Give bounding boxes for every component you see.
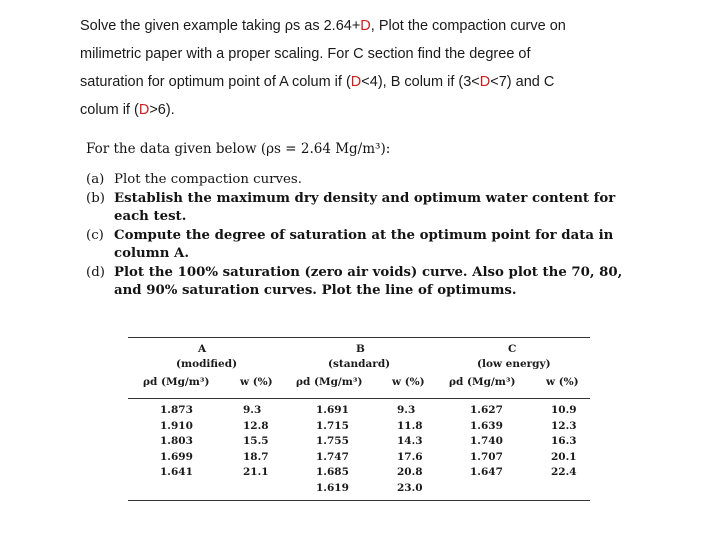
- table-header-rule: [128, 398, 590, 399]
- table-cell: 9.3: [243, 404, 262, 416]
- group-c-density-header: ρd (Mg/m³): [449, 376, 516, 388]
- table-cell: 1.627: [470, 404, 503, 416]
- group-c-letter: C: [508, 343, 517, 355]
- table-cell: 1.619: [316, 481, 349, 494]
- table-cell: 16.3: [551, 435, 577, 448]
- group-a-density-column: [160, 403, 193, 481]
- table-cell: 22.4: [551, 466, 577, 479]
- group-a-name: (modified): [176, 358, 238, 370]
- table-cell: 1.685: [316, 466, 349, 479]
- problem-statement: [86, 140, 626, 301]
- text: saturation for optimum point of A colum if (: [80, 74, 351, 90]
- text: Solve the given example taking ρs as 2.64+: [80, 18, 361, 34]
- task-label: (a): [86, 172, 105, 187]
- instructions-line-2: milimetric paper with a proper scaling. For C section find the degree of: [80, 46, 531, 62]
- group-b-letter: B: [356, 343, 365, 355]
- group-b-density-header: ρd (Mg/m³): [296, 376, 363, 388]
- task-c: [86, 227, 626, 263]
- group-c-water-column: [551, 403, 577, 481]
- task-a: [86, 171, 626, 189]
- instructions-line-1: [80, 12, 640, 40]
- instructions-line-3: [80, 68, 640, 96]
- task-label: (b): [86, 191, 105, 206]
- variable-d: D: [138, 102, 150, 118]
- table-top-rule: [128, 337, 590, 338]
- text: colum if (: [80, 102, 139, 118]
- group-c-name: (low energy): [477, 358, 551, 370]
- table-cell: 9.3: [397, 404, 416, 416]
- table-cell: 1.647: [470, 466, 503, 479]
- group-b-density-column: [316, 403, 349, 497]
- table-cell: 1.639: [470, 419, 503, 432]
- variable-d: D: [360, 18, 371, 34]
- group-b-water-column: [397, 403, 423, 497]
- task-text: Plot the 100% saturation (zero air voids) curve. Also plot the 70, 80, and 90% saturation curves. Plot the line of optimums.: [114, 265, 623, 298]
- table-cell: 1.747: [316, 450, 349, 463]
- group-b-water-header: w (%): [392, 376, 425, 388]
- table-cell: 1.803: [160, 435, 193, 448]
- text: <4), B colum if (3<: [361, 74, 480, 90]
- text: >6).: [149, 102, 175, 118]
- group-c-water-header: w (%): [546, 376, 579, 388]
- table-cell: 21.1: [243, 466, 269, 479]
- table-cell: 1.691: [316, 404, 349, 416]
- text: <7) and C: [490, 74, 555, 90]
- table-cell: 1.873: [160, 404, 193, 416]
- table-cell: 1.755: [316, 435, 349, 448]
- table-cell: 18.7: [243, 450, 269, 463]
- table-cell: 1.707: [470, 450, 503, 463]
- table-bottom-rule: [128, 500, 590, 501]
- task-text: Plot the compaction curves.: [114, 172, 302, 187]
- table-cell: 1.910: [160, 419, 193, 432]
- task-label: (d): [86, 265, 105, 280]
- table-cell: 1.641: [160, 466, 193, 479]
- task-b: [86, 190, 626, 226]
- task-d: [86, 264, 626, 300]
- task-label: (c): [86, 228, 104, 243]
- table-cell: 12.3: [551, 419, 577, 432]
- table-cell: 10.9: [551, 404, 577, 416]
- table-cell: 23.0: [397, 481, 423, 494]
- variable-d: D: [350, 74, 362, 90]
- group-a-letter: A: [198, 343, 207, 355]
- instructions-line-4: [80, 96, 640, 124]
- table-cell: 20.1: [551, 450, 577, 463]
- table-cell: 12.8: [243, 419, 269, 432]
- group-c-density-column: [470, 403, 503, 481]
- table-cell: 1.715: [316, 419, 349, 432]
- group-a-density-header: ρd (Mg/m³): [143, 376, 210, 388]
- text: , Plot the compaction curve on: [370, 18, 566, 34]
- table-cell: 14.3: [397, 435, 423, 448]
- table-cell: 20.8: [397, 466, 423, 479]
- group-b-name: (standard): [328, 358, 391, 370]
- group-a-water-header: w (%): [240, 376, 273, 388]
- variable-d: D: [479, 74, 491, 90]
- table-cell: 1.740: [470, 435, 503, 448]
- table-cell: 17.6: [397, 450, 423, 463]
- table-cell: 11.8: [397, 419, 423, 432]
- instructions-text: [80, 12, 640, 124]
- table-cell: 1.699: [160, 450, 193, 463]
- given-statement: For the data given below (ρs = 2.64 Mg/m³):: [86, 141, 391, 157]
- table-cell: 15.5: [243, 435, 269, 448]
- task-text: Compute the degree of saturation at the optimum point for data in column A.: [114, 228, 614, 261]
- task-text: Establish the maximum dry density and optimum water content for each test.: [114, 191, 616, 224]
- group-a-water-column: [243, 403, 269, 481]
